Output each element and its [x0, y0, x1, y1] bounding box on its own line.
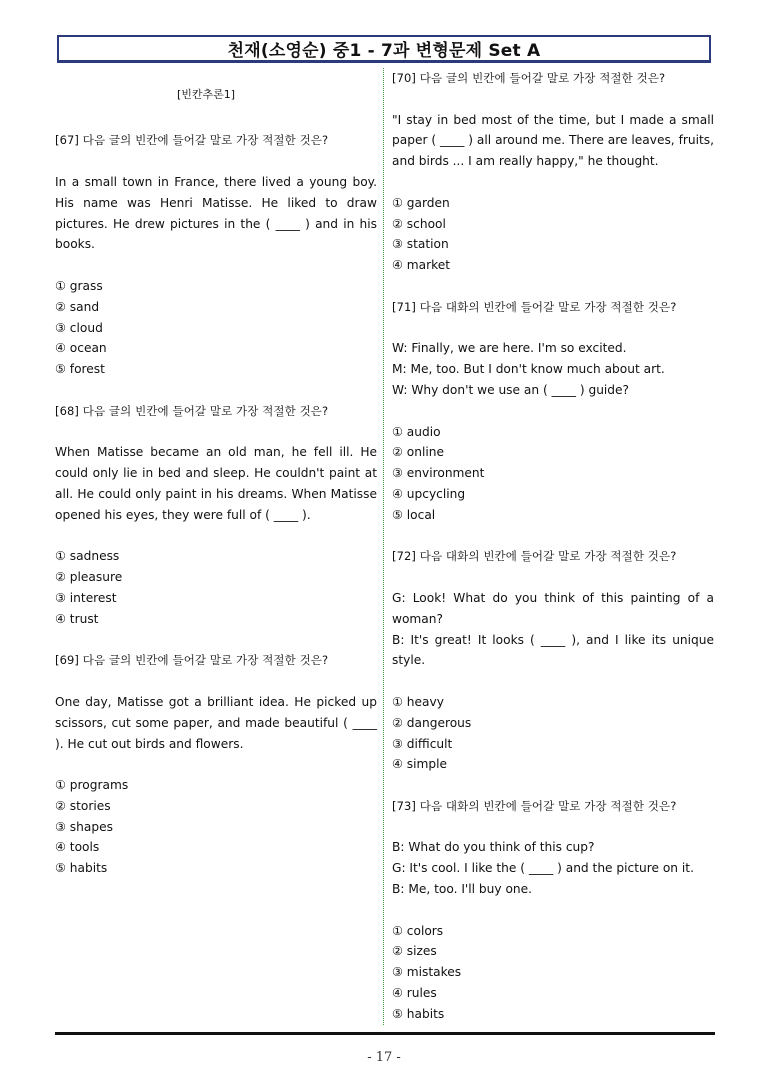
title-box: [57, 35, 711, 63]
option: ③ shapes: [55, 819, 113, 834]
option: ① garden: [392, 195, 450, 210]
option: ④ tools: [55, 840, 100, 855]
page-number: - 17 -: [367, 1050, 401, 1065]
option: ④ market: [392, 258, 451, 273]
dialogue-line: B: It's great! It looks ( ____ ), and I like its unique style.: [392, 632, 714, 668]
option: ① audio: [392, 424, 441, 439]
passage-line: "I stay in bed most of the time, but I made a small paper ( ____ ) all around me. There are leaves, fruits, and birds ... I am really happy," he thought.: [392, 112, 714, 169]
option: ④ upcycling: [392, 486, 466, 501]
option: ⑤ forest: [55, 362, 105, 377]
options-73: [392, 921, 714, 1025]
dialogue-line: G: It's cool. I like the ( ____ ) and the picture on it.: [392, 861, 694, 876]
options-72: [392, 692, 714, 775]
page-title: 천재(소영순) 중1 - 7과 변형문제 Set A: [227, 41, 541, 61]
option: ③ mistakes: [392, 965, 462, 980]
question-70: [70] 다음 글의 빈칸에 들어갈 말로 가장 적절한 것은?: [392, 71, 666, 85]
option: ② sand: [55, 299, 100, 314]
question-72: [72] 다음 대화의 빈칸에 들어갈 말로 가장 적절한 것은?: [392, 549, 677, 564]
passage-73: [392, 837, 714, 899]
option: ⑤ habits: [55, 861, 108, 876]
option: ① sadness: [55, 549, 120, 564]
passage-line: When Matisse became an old man, he fell ill. He could only lie in bed and sleep. He couldn't paint at all. He could only paint in his dreams. When Matisse opened his eyes, they were full of ( ____ ).: [55, 445, 377, 522]
option: ③ cloud: [55, 320, 103, 335]
option: ② stories: [55, 798, 111, 813]
passage-72: [392, 588, 714, 671]
options-71: [392, 422, 714, 526]
option: ② online: [392, 445, 444, 460]
option: ① heavy: [392, 694, 444, 709]
section-label: [빈칸추론1]: [176, 87, 236, 101]
dialogue-line: B: What do you think of this cup?: [392, 840, 595, 855]
option: ③ environment: [392, 466, 485, 481]
option: ③ difficult: [392, 736, 453, 751]
dialogue-line: G: Look! What do you think of this painting of a woman?: [392, 590, 714, 626]
dialogue-line: W: Why don't we use an ( ____ ) guide?: [392, 382, 630, 397]
option: ② dangerous: [392, 715, 472, 730]
options-70: [392, 193, 714, 276]
question-67: [67] 다음 글의 빈칸에 들어갈 말로 가장 적절한 것은?: [55, 133, 329, 148]
footer-rule: [55, 1032, 715, 1035]
passage-line: One day, Matisse got a brilliant idea. He picked up scissors, cut some paper, and made beautiful ( ____ ). He cut out birds and flowers.: [55, 694, 377, 751]
option: ③ station: [392, 237, 449, 252]
question-68: [68] 다음 글의 빈칸에 들어갈 말로 가장 적절한 것은?: [55, 403, 329, 418]
option: ③ interest: [55, 590, 117, 605]
question-71: [71] 다음 대화의 빈칸에 들어갈 말로 가장 적절한 것은?: [392, 299, 677, 314]
column-divider: [383, 68, 384, 1025]
option: ④ ocean: [55, 341, 107, 356]
options-67: [55, 276, 377, 380]
option: ④ trust: [55, 611, 99, 626]
option: ② sizes: [392, 944, 437, 959]
left-column: [55, 68, 377, 879]
passage-68: [55, 442, 377, 525]
option: ② pleasure: [55, 570, 123, 585]
passage-70: [392, 110, 714, 172]
option: ④ simple: [392, 757, 448, 772]
options-69: [55, 775, 377, 879]
dialogue-line: M: Me, too. But I don't know much about art.: [392, 362, 665, 377]
passage-69: [55, 692, 377, 754]
question-69: [69] 다음 글의 빈칸에 들어갈 말로 가장 적절한 것은?: [55, 653, 329, 668]
dialogue-line: B: Me, too. I'll buy one.: [392, 882, 533, 897]
passage-67: [55, 172, 377, 255]
dialogue-line: W: Finally, we are here. I'm so excited.: [392, 341, 627, 356]
passage-line: In a small town in France, there lived a young boy. His name was Henri Matisse. He liked to draw pictures. He drew pictures in the ( ____ ) and in his books.: [55, 174, 377, 252]
right-column: [392, 68, 714, 1025]
section-label-wrap: [55, 68, 377, 110]
option: ⑤ habits: [392, 1006, 445, 1021]
option: ① programs: [55, 778, 129, 793]
option: ② school: [392, 216, 446, 231]
option: ① grass: [55, 278, 103, 293]
question-73: [73] 다음 대화의 빈칸에 들어갈 말로 가장 적절한 것은?: [392, 798, 677, 813]
options-68: [55, 546, 377, 629]
passage-71: [392, 338, 714, 400]
option: ⑤ local: [392, 507, 436, 522]
option: ④ rules: [392, 986, 437, 1001]
option: ① colors: [392, 923, 444, 938]
